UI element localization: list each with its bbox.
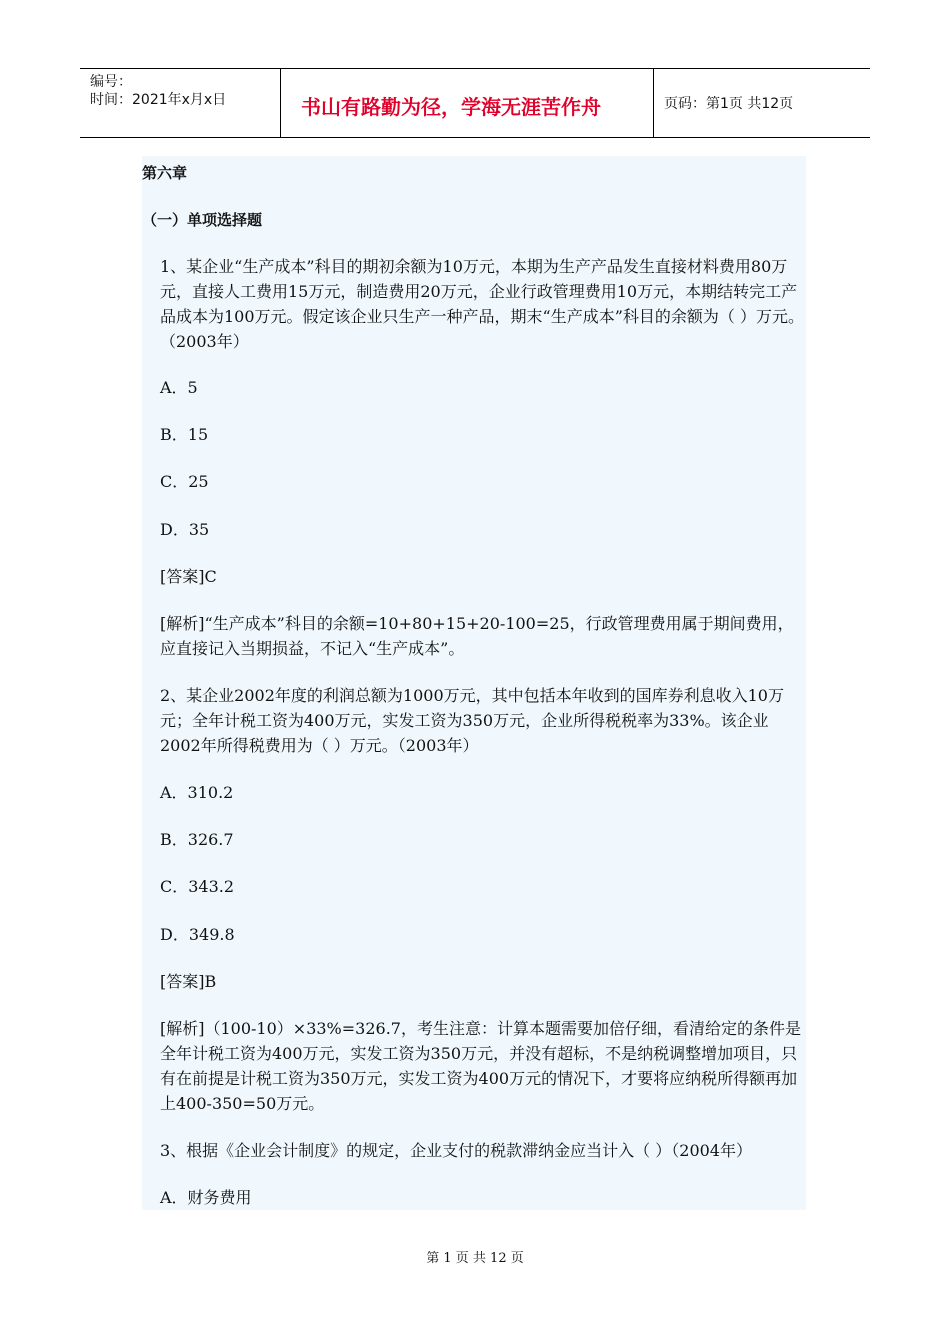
question-1-analysis: [解析]“生产成本”科目的余额=10+80+15+20-100=25，行政管理费用属于期间费用，应直接记入当期损益，不记入“生产成本”。 xyxy=(160,614,794,658)
page-code: 页码：第1页 共12页 xyxy=(664,96,794,112)
question-1-option-b: B．15 xyxy=(160,425,209,444)
time-label: 时间：2021年x月x日 xyxy=(90,92,227,108)
question-1-option-a: A．5 xyxy=(160,378,198,397)
question-2-analysis: [解析]（100-10）×33%=326.7，考生注意：计算本题需要加倍仔细，看清给定的条件是全年计税工资为400万元，实发工资为350万元，并没有超标，不是纳税调整增加项目，只有在前提是计税工资为350万元，实发工资为400万元的情况下，才要将应纳税所得额再加上400-350=50万元。 xyxy=(160,1019,801,1113)
question-1-option-c: C．25 xyxy=(160,472,209,491)
section-title: （一）单项选择题 xyxy=(142,211,263,229)
number-label: 编号： xyxy=(90,74,132,90)
question-2-option-a: A．310.2 xyxy=(160,783,234,802)
header-table xyxy=(80,68,870,138)
question-1-answer: [答案]C xyxy=(160,567,217,586)
chapter-title: 第六章 xyxy=(142,164,188,182)
question-2-option-c: C．343.2 xyxy=(160,877,235,896)
header-motto-cell xyxy=(281,69,654,137)
question-3-stem: 3、根据《企业会计制度》的规定，企业支付的税款滞纳金应当计入（ ）（2004年） xyxy=(160,1141,752,1160)
document-body xyxy=(142,156,806,1210)
question-2-option-b: B．326.7 xyxy=(160,830,234,849)
question-2-stem: 2、某企业2002年度的利润总额为1000万元，其中包括本年收到的国库券利息收入10万元；全年计税工资为400万元，实发工资为350万元，企业所得税税率为33%。该企业2002年所得税费用为（ ）万元。（2003年） xyxy=(160,686,784,755)
motto: 书山有路勤为径，学海无涯苦作舟 xyxy=(301,95,601,119)
page-footer: 第 1 页 共 12 页 xyxy=(426,1251,524,1266)
question-1-stem: 1、某企业“生产成本”科目的期初余额为10万元，本期为生产产品发生直接材料费用80万元，直接人工费用15万元，制造费用20万元，企业行政管理费用10万元，本期结转完工产品成本为100万元。假定该企业只生产一种产品，期末“生产成本”科目的余额为（ ）万元。（2003年） xyxy=(160,257,804,351)
header-page-cell xyxy=(654,69,870,137)
question-2-option-d: D．349.8 xyxy=(160,925,235,944)
question-2-answer: [答案]B xyxy=(160,972,217,991)
question-3-option-a: A．财务费用 xyxy=(160,1188,252,1207)
header-left-cell xyxy=(80,69,281,137)
question-1-option-d: D．35 xyxy=(160,520,210,539)
